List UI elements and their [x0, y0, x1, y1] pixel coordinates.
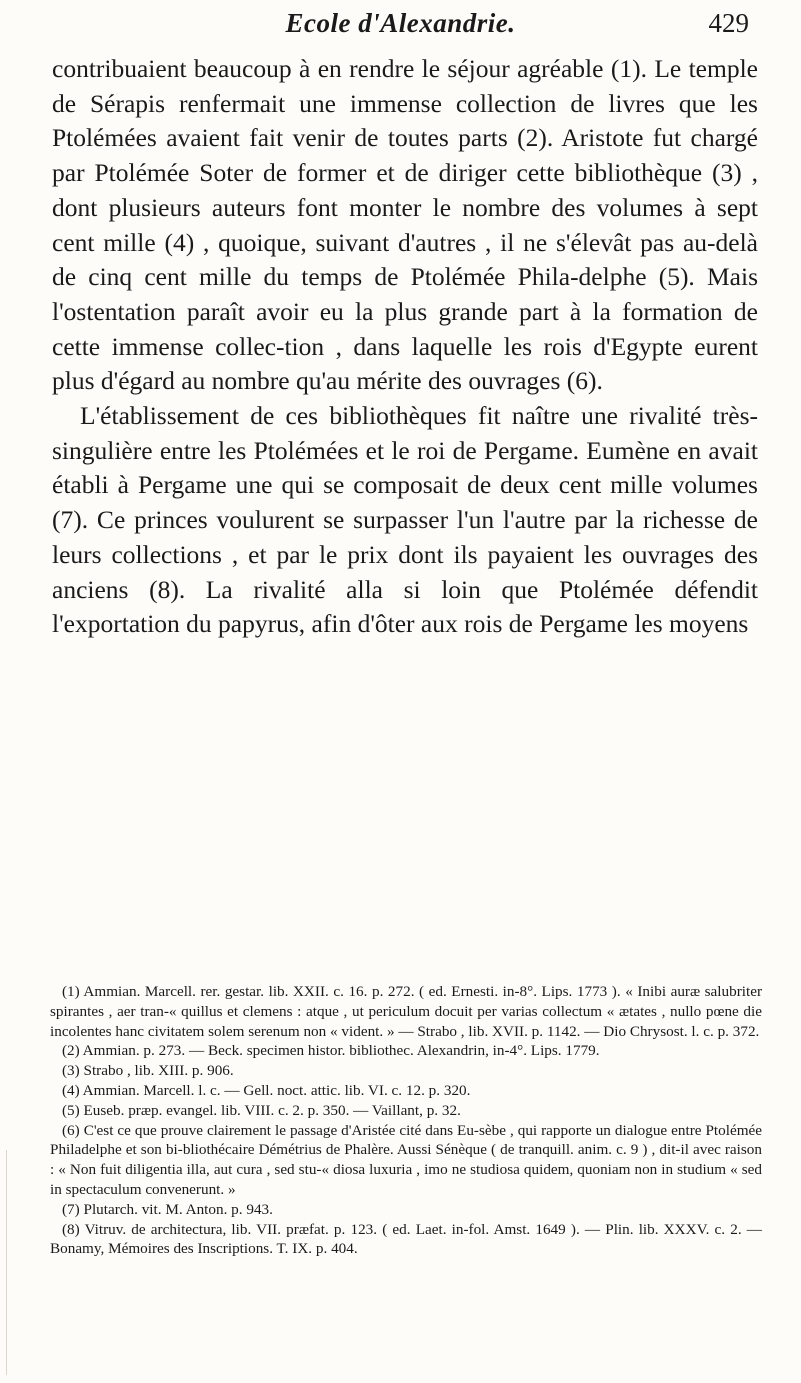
running-title: Ecole d'Alexandrie.	[285, 8, 516, 38]
footnote-5: (5) Euseb. præp. evangel. lib. VIII. c. 2. p. 350. — Vaillant, p. 32.	[62, 1101, 461, 1119]
footnote-7: (7) Plutarch. vit. M. Anton. p. 943.	[62, 1200, 273, 1218]
footnotes	[50, 982, 762, 1259]
main-text	[52, 52, 758, 642]
page-number: 429	[708, 8, 749, 38]
page-header	[60, 8, 749, 58]
footnote-6: (6) C'est ce que prouve clairement le passage d'Aristée cité dans Eu-sèbe , qui rapporte un dialogue entre Ptolémée Philadelphe et son bi-bliothécaire Démétrius de Phalère. Aussi Sénèque ( de tranquill. anim. c. 9 ) , dit-il avec raison : « Non fuit diligentia illa, aut cura , sed stu-« diosa luxuria , imo ne studiosa quidem, quoniam non in studium « sed in spectaculum convenerunt. »	[50, 1121, 762, 1198]
footnote-3: (3) Strabo , lib. XIII. p. 906.	[62, 1062, 234, 1080]
footnote-2: (2) Ammian. p. 273. — Beck. specimen histor. bibliothec. Alexandrin, in-4°. Lips. 1779.	[62, 1042, 600, 1060]
footnote-4: (4) Ammian. Marcell. l. c. — Gell. noct. attic. lib. VI. c. 12. p. 320.	[62, 1081, 471, 1099]
footnote-1: (1) Ammian. Marcell. rer. gestar. lib. XXII. c. 16. p. 272. ( ed. Ernesti. in-8°. Lips. 1773 ). « Inibi auræ salubriter spirantes , aer tran-« quillus et clemens : atque , ut periculum docuit per varias collectum « ætates , nullo pœne die incolentes hanc civitatem solem serenum non « vident. » — Strabo , lib. XVII. p. 1142. — Dio Chrysost. l. c. p. 372.	[50, 983, 762, 1040]
footnote-8: (8) Vitruv. de architectura, lib. VII. præfat. p. 123. ( ed. Laet. in-fol. Amst. 1649 ). — Plin. lib. XXXV. c. 2. — Bonamy, Mémoires des Inscriptions. T. IX. p. 404.	[50, 1220, 762, 1258]
page-edge-shadow	[6, 1150, 7, 1375]
body-paragraph: L'établissement de ces bibliothèques fit naître une rivalité très-singulière entre les Ptolémées et le roi de Pergame. Eumène en avait établi à Pergame une qui se composait de deux cent mille volumes (7). Ce princes voulurent se surpasser l'un l'autre par la richesse de leurs collections , et par le prix dont ils payaient les ouvrages des anciens (8). La rivalité alla si loin que Ptolémée défendit l'exportation du papyrus, afin d'ôter aux rois de Pergame les moyens	[52, 401, 758, 639]
body-paragraph: contribuaient beaucoup à en rendre le séjour agréable (1). Le temple de Sérapis renfermait une immense collection de livres que les Ptolémées avaient fait venir de toutes parts (2). Aristote fut chargé par Ptolémée Soter de former et de diriger cette bibliothèque (3) , dont plusieurs auteurs font monter le nombre des volumes à sept cent mille (4) , quoique, suivant d'autres , il ne s'élevât pas au-delà de cinq cent mille du temps de Ptolémée Phila-delphe (5). Mais l'ostentation paraît avoir eu la plus grande part à la formation de cette immense collec-tion , dans laquelle les rois d'Egypte eurent plus d'égard au nombre qu'au mérite des ouvrages (6).	[52, 54, 758, 396]
